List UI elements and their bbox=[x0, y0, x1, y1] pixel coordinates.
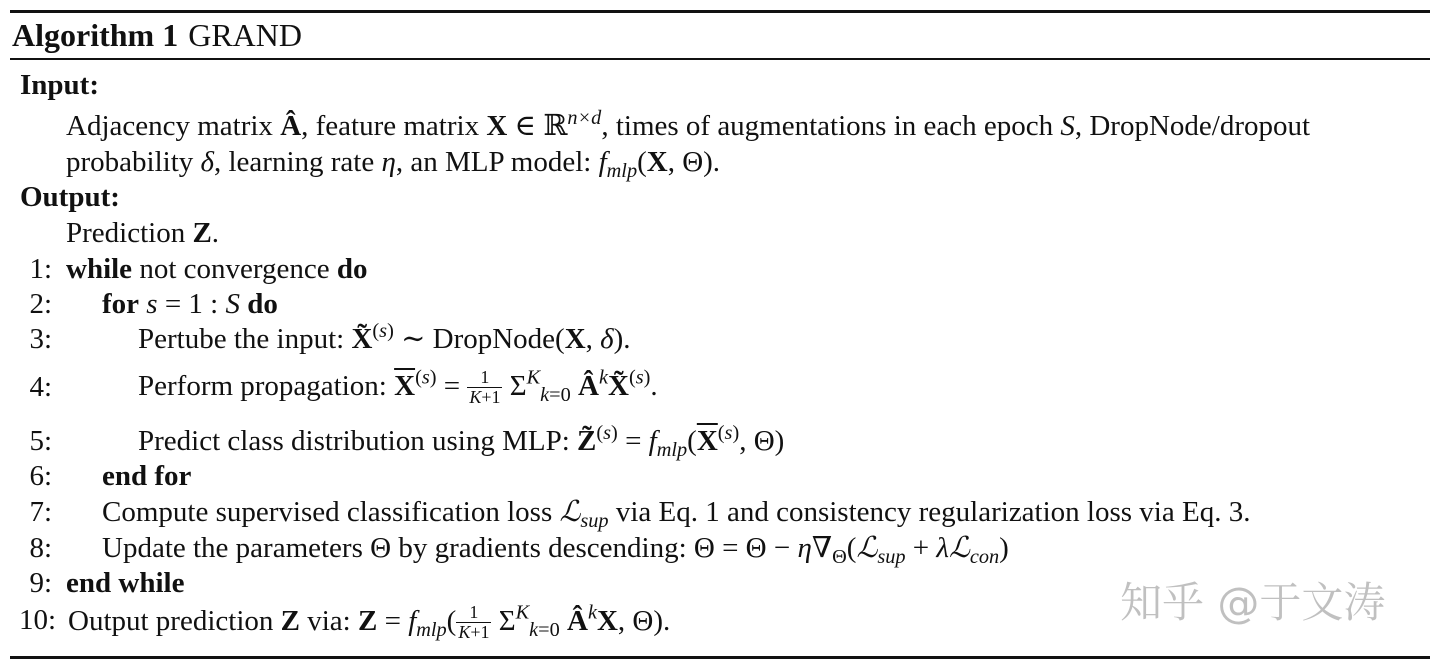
step-number: 5: bbox=[29, 425, 52, 457]
algorithm-title bbox=[12, 16, 302, 54]
step-9: end while bbox=[66, 567, 185, 599]
step-number: 7: bbox=[29, 496, 52, 528]
step-number: 9: bbox=[29, 567, 52, 599]
step-6: end for bbox=[102, 460, 192, 492]
input-line-2: probability δ, learning rate η, an MLP model: $f_{mlp}(X$, Θ). bbox=[66, 146, 721, 183]
step-5: Predict class distribution using MLP: Z̃$^{(s)}$ = $f_{mlp}(\overline{X}^{(s)}$, Θ) bbox=[138, 421, 785, 462]
algorithm-name: GRAND bbox=[188, 17, 302, 53]
step-number: 6: bbox=[29, 460, 52, 492]
step-number: 1: bbox=[29, 253, 52, 285]
step-8: Update the parameters Θ by gradients descending: $\Theta = \Theta - \eta\nabla_\Theta(ℒ_{sup}$ + λℒ$_{con}$) bbox=[102, 532, 1009, 569]
top-rule bbox=[10, 10, 1430, 13]
step-number: 2: bbox=[29, 288, 52, 320]
step-1: while not convergence do bbox=[66, 253, 368, 285]
step-number: 3: bbox=[29, 323, 52, 355]
step-number: 10: bbox=[18, 604, 56, 636]
step-4: Perform propagation: $\overline{X}^{(s)}$ = $\frac{1}{K+1}$ $\Sigma^K_{k=0}$ $Â^kX̃^{(s)}$. bbox=[138, 366, 658, 407]
title-rule bbox=[10, 58, 1430, 60]
step-number: 4: bbox=[29, 371, 52, 403]
step-2: for s = 1 : S do bbox=[102, 288, 278, 320]
bottom-rule bbox=[10, 656, 1430, 659]
watermark: 知乎 @于文涛 bbox=[1120, 578, 1386, 627]
step-7: Compute supervised classification loss ℒ$_{sup}$ via Eq. 1 and consistency regularization loss via Eq. 3. bbox=[102, 496, 1251, 533]
output-header: Output: bbox=[20, 181, 120, 213]
step-10: Output prediction Z via: $Z = f_{mlp}$( $\frac{1}{K+1}$ $\Sigma^K_{k=0}$ $Â^kX$, Θ). bbox=[68, 601, 671, 642]
algorithm-label: Algorithm 1 bbox=[12, 17, 179, 53]
step-3: Pertube the input: X̃$^{(s)}$ ∼ DropNode(X, δ). bbox=[138, 319, 631, 355]
step-number: 8: bbox=[29, 532, 52, 564]
input-line-1: Adjacency matrix Â, feature matrix X ∈ ℝ$^{n\times d}$, times of augmentations in each epoch S, DropNode/dropout bbox=[66, 106, 1311, 142]
output-text: Prediction Z. bbox=[66, 217, 220, 249]
input-header: Input: bbox=[20, 69, 99, 101]
